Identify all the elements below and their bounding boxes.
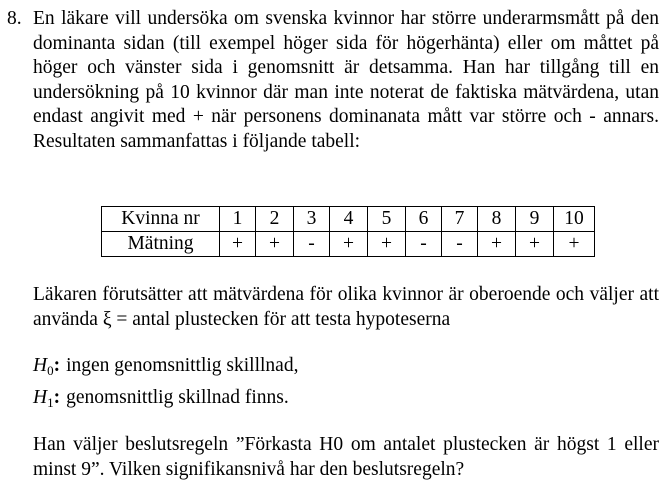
row-header-measurement: Mätning xyxy=(102,232,220,257)
h1-symbol: $H_1$ xyxy=(33,387,54,410)
h0-text: ingen genomsnittlig skilllnad, xyxy=(66,355,299,376)
table-cell: + xyxy=(256,232,294,257)
table-cell: - xyxy=(406,232,442,257)
table-row-woman-number xyxy=(102,207,595,232)
table-row-measurement xyxy=(102,232,595,257)
table-cell: + xyxy=(220,232,256,257)
table-cell: 5 xyxy=(368,207,406,232)
assumption-paragraph: Läkaren förutsätter att mätvärdena för olika kvinnor är oberoende och väljer att använda ξ = antal plustecken för att testa hypoteserna xyxy=(33,284,659,330)
table-cell: 8 xyxy=(478,207,516,232)
null-hypothesis: $H_0$: ingen genomsnittlig skilllnad, xyxy=(33,355,299,378)
table-cell: + xyxy=(368,232,406,257)
alternative-hypothesis: $H_1$: genomsnittlig skillnad finns. xyxy=(33,387,289,410)
measurement-table xyxy=(101,206,595,257)
table-cell: + xyxy=(554,232,595,257)
h0-symbol: $H_0$ xyxy=(33,355,54,378)
table-cell: 10 xyxy=(554,207,595,232)
table-cell: + xyxy=(330,232,368,257)
table-cell: 7 xyxy=(442,207,478,232)
table-cell: - xyxy=(442,232,478,257)
table-cell: 1 xyxy=(220,207,256,232)
table-cell: + xyxy=(478,232,516,257)
table-cell: 9 xyxy=(516,207,554,232)
table-cell: + xyxy=(516,232,554,257)
table-cell: - xyxy=(294,232,330,257)
decision-rule-paragraph: Han väljer beslutsregeln ”Förkasta H0 om antalet plustecken är högst 1 eller minst 9”. Vilken signifikansnivå har den beslutsregeln? xyxy=(33,434,659,480)
table-cell: 2 xyxy=(256,207,294,232)
question-number: 8. xyxy=(7,8,22,29)
row-header-woman-number: Kvinna nr xyxy=(102,207,220,232)
table-cell: 4 xyxy=(330,207,368,232)
table-cell: 6 xyxy=(406,207,442,232)
intro-paragraph: En läkare vill undersöka om svenska kvinnor har större underarmsmått på den dominanta sidan (till exempel höger sida för högerhänta) eller om måttet på höger och vänster sida i genomsnitt är detsamma. Han har tillgång till en undersökning på 10 kvinnor där man inte noterat de faktiska mätvärdena, utan endast angivit med + när personens dominanata mått var större och - annars. Resultaten sammanfattas i följande tabell: xyxy=(33,8,659,152)
table-cell: 3 xyxy=(294,207,330,232)
h1-text: genomsnittlig skillnad finns. xyxy=(66,387,289,408)
